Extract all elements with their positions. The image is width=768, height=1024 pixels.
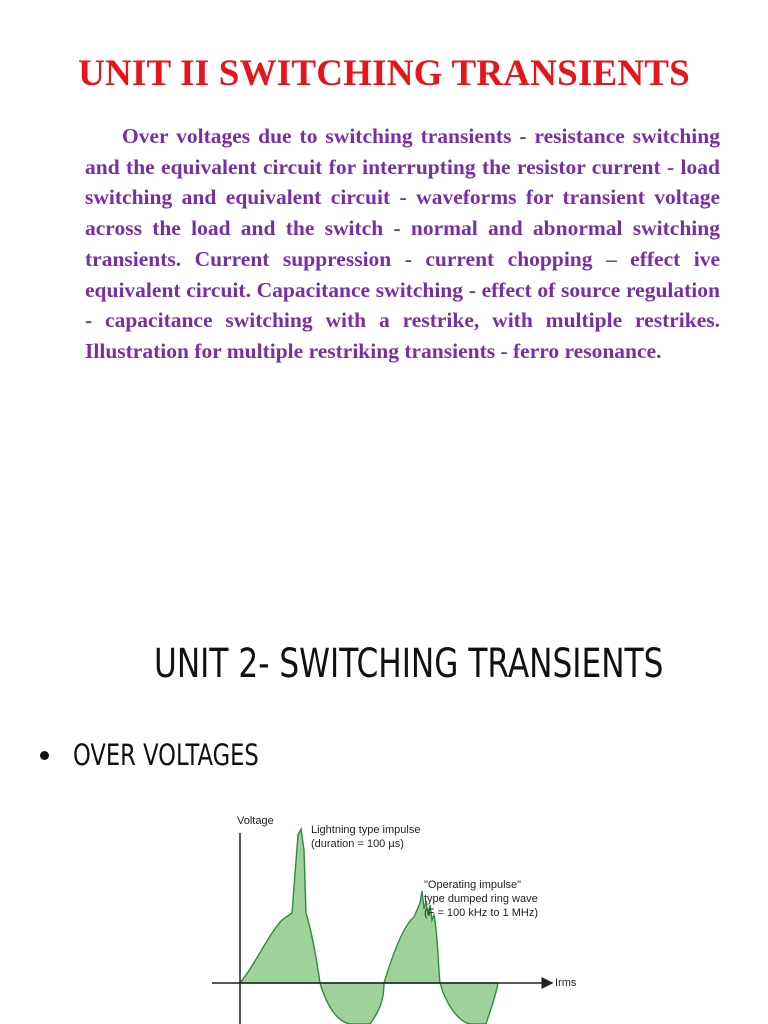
bullet-dot-icon <box>40 751 49 760</box>
ring-wave-label: type dumped ring wave <box>424 893 538 905</box>
intro-paragraph: Over voltages due to switching transients - resistance switching and the equivalent circuit for interrupting the resistor current - load switching and equivalent circuit - waveforms for transient voltage across the load and the switch - normal and abnormal switching transients. Current suppression - current chopping – effect ive equivalent circuit. Capacitance switching - effect of source regulation - capacitance switching with a restrike, with multiple restrikes. Illustration for multiple restriking transients - ferro resonance. <box>85 124 720 363</box>
x-axis-label: Irms <box>555 977 577 989</box>
y-axis-label: Voltage <box>237 815 274 827</box>
lightning-duration-label: (duration = 100 µs) <box>311 838 404 850</box>
waveform-area <box>240 829 498 1024</box>
lightning-impulse-label: Lightning type impulse <box>311 824 421 836</box>
frequency-label: (F = 100 kHz to 1 MHz) <box>424 907 539 919</box>
overvoltage-waveform-figure <box>200 805 600 1024</box>
bullet-item <box>40 735 311 775</box>
bullet-text: OVER VOLTAGES <box>73 738 259 772</box>
slide-heading: UNIT 2- SWITCHING TRANSIENTS <box>154 641 664 687</box>
operating-impulse-label: "Operating impulse" <box>424 879 522 891</box>
page-title: UNIT II SWITCHING TRANSIENTS <box>78 53 690 94</box>
